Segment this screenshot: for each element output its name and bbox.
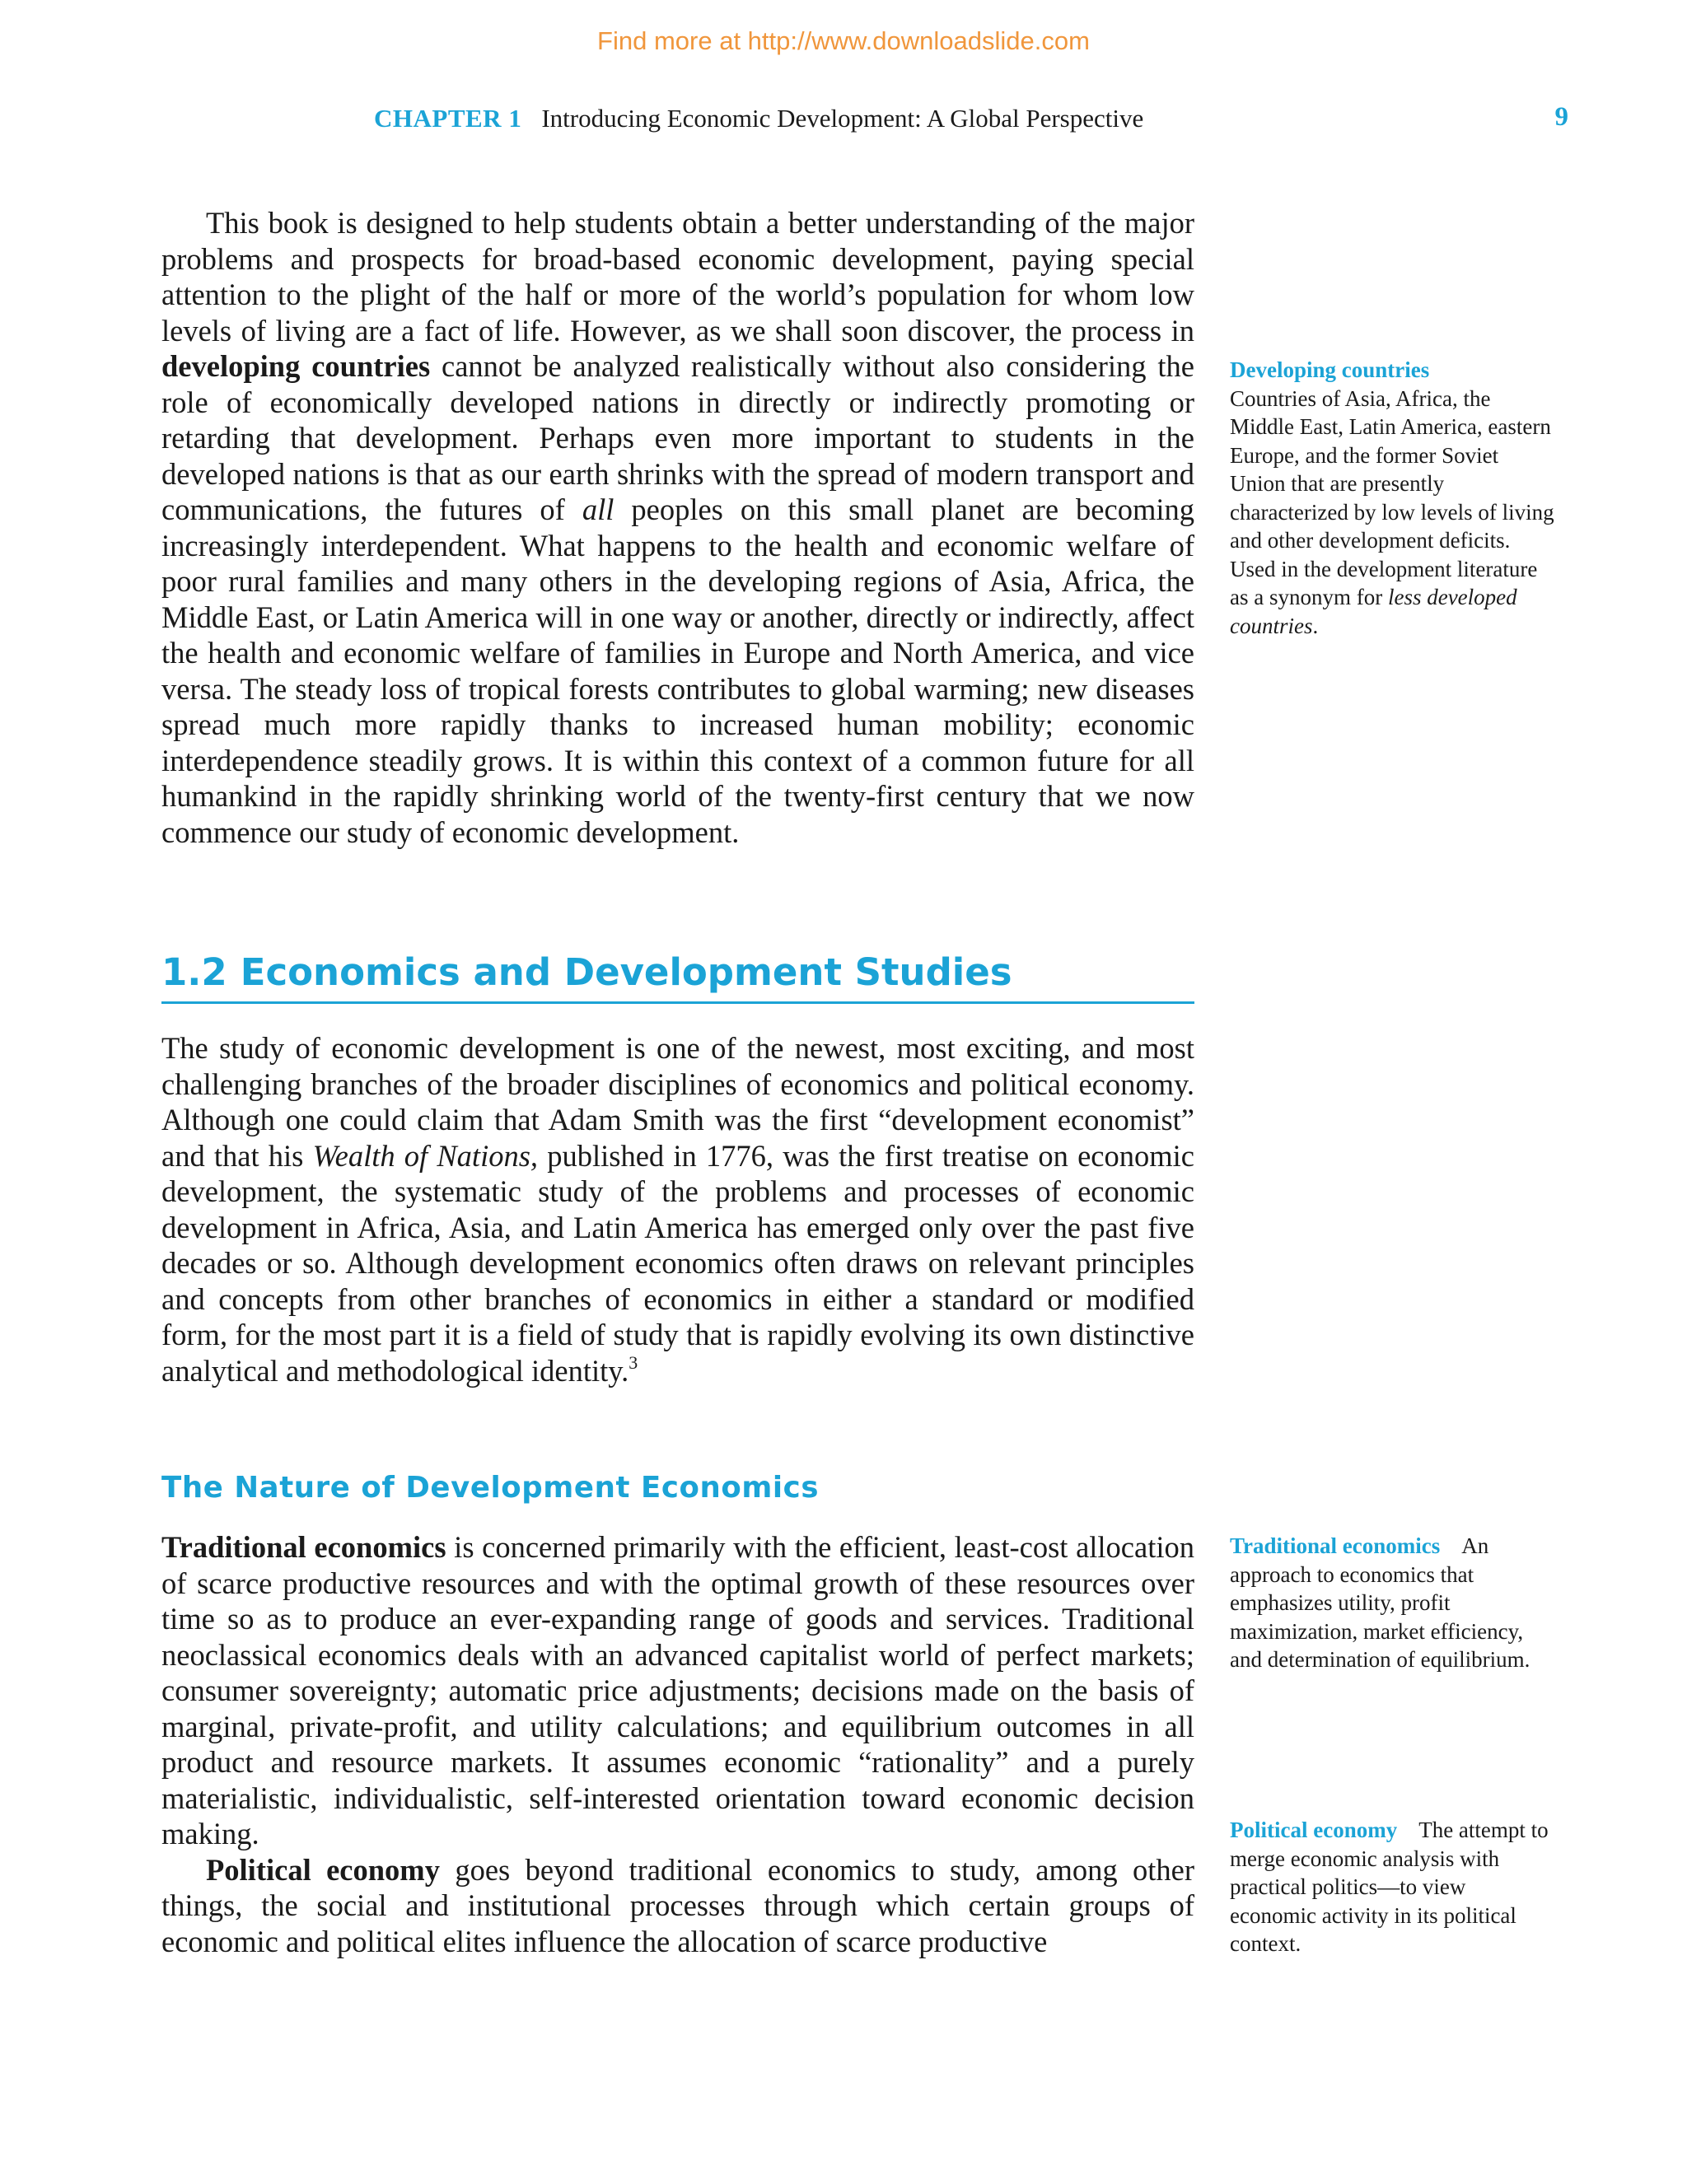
term-developing-countries: developing countries [161,349,431,383]
margin-note-term: Traditional economics [1230,1533,1441,1558]
term-traditional-economics: Traditional economics [161,1530,446,1564]
margin-note-term: Political economy [1230,1818,1398,1842]
chapter-title: Introducing Economic Development: A Global Perspective [541,104,1144,133]
running-head [374,104,1143,133]
political-text: goes beyond traditional economics to study, among other things, the social and institutional processes through which certain groups of economic and political elites influence the allocation of scarce productive [161,1852,1194,1958]
margin-note-definition: An approach to economics that emphasizes utility, profit maximization, market efficiency, and determination of equilibrium. [1230,1533,1530,1672]
section-text-2: published in 1776, was the first treatise on economic development, the systematic study of the problems and processes of economic development in Africa, Asia, and Latin America has emerged only over the past five decades or so. Although development economics often draws on relevant principles and concepts from other branches of economics in either a standard or modified form, for the most part it is a field of study that is rapidly evolving its own distinctive analytical and methodological identity. [161,1138,1194,1388]
intro-paragraph [161,205,1194,850]
page-number: 9 [1554,102,1568,132]
margin-note-developing-countries [1230,356,1558,640]
footnote-marker: 3 [629,1351,638,1373]
margin-note-text: Countries of Asia, Africa, the Middle East, Latin America, eastern Europe, and the former Soviet Union that are presently characterized by low levels of living and other development deficits. Used in the development literature as a synonym for [1230,385,1554,609]
traditional-text: is concerned primarily with the efficient, least-cost allocation of scarce productive resources and with the optimal growth of these resources over time so as to produce an ever-expanding range of goods and services. Traditional neoclassical economics deals with an advanced capitalist world of perfect markets; consumer sovereignty; automatic price adjustments; decisions made on the basis of marginal, private-profit, and utility calculations; and equilibrium outcomes in all product and resource markets. It assumes economic “rationality” and a purely materialistic, individualistic, self-interested orientation toward economic decision making. [161,1530,1194,1850]
section-title: Economics and Development Studies [240,950,1012,994]
margin-note-definition [1230,385,1558,641]
margin-note-political-economy [1230,1816,1558,1958]
term-political-economy: Political economy [206,1852,440,1887]
margin-note-italic: less developed countries [1230,585,1517,638]
section-text-1: The study of economic development is one of the newest, most exciting, and most challenging branches of the broader disciplines of economics and political economy. Although one could claim that Adam Smith was the first “development economist” and that his [161,1031,1194,1173]
margin-note-end: . [1312,613,1319,638]
intro-text-2: cannot be analyzed realistically without also considering the role of economically developed nations in directly or indirectly promoting or retarding that development. Perhaps even more important to students in the developed nations is that as our earth shrinks with the spread of modern transport and communications, the futures of [161,349,1194,526]
intro-text-1: This book is designed to help students obtain a better understanding of the major problems and prospects for broad-based economic development, paying special attention to the plight of the half or more of the world’s population for whom low levels of living are a fact of life. However, as we shall soon discover, the process in [161,206,1194,348]
subsection-heading: The Nature of Development Economics [161,1471,820,1505]
intro-text-3: peoples on this small planet are becoming increasingly interdependent. What happens to the health and economic welfare of poor rural families and many others in the developing regions of Asia, Africa, the Middle East, or Latin America will in one way or another, directly or indirectly, affect the health and economic welfare of families in Europe and North America, and vice versa. The steady loss of tropical forests contributes to global warming; new diseases spread much more rapidly thanks to increased human mobility; economic interdependence steadily grows. It is within this context of a common future for all humankind in the rapidly shrinking world of the twenty-first century that we now commence our study of economic development. [161,492,1194,849]
section-paragraph [161,1030,1194,1388]
margin-note-traditional-economics [1230,1532,1558,1674]
section-heading [161,944,1194,1004]
nature-body [161,1529,1194,1959]
political-paragraph [161,1852,1194,1960]
watermark-link[interactable]: Find more at http://www.downloadslide.com [597,26,1090,55]
intro-section [161,205,1194,850]
section-body [161,1030,1194,1388]
traditional-paragraph [161,1529,1194,1852]
margin-note-definition: The attempt to merge economic analysis with practical politics—to view economic activity in its political context. [1230,1818,1549,1956]
book-title: Wealth of Nations, [312,1138,539,1173]
emphasis-all: all [582,492,615,526]
margin-note-term: Developing countries [1230,357,1430,382]
section-number: 1.2 [161,950,227,994]
chapter-label: CHAPTER 1 [374,104,522,133]
